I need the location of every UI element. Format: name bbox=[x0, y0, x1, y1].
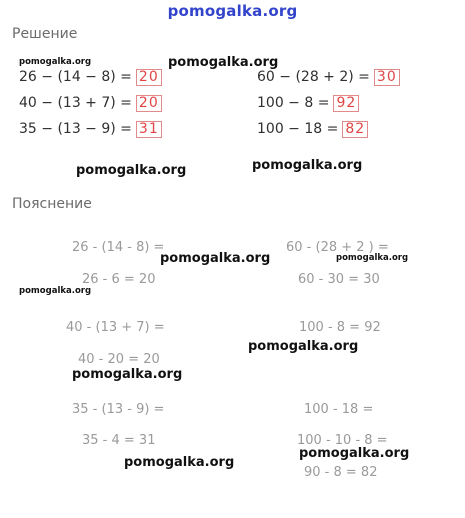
answer-box: 20 bbox=[136, 69, 162, 86]
watermark: pomogalka.org bbox=[168, 55, 279, 70]
solution-row bbox=[19, 69, 162, 86]
expression: 35 − (13 − 9) = bbox=[19, 121, 132, 137]
answer-box: 82 bbox=[342, 121, 368, 138]
solution-heading: Решение bbox=[12, 26, 78, 42]
expression: 40 − (13 + 7) = bbox=[19, 95, 132, 111]
explanation-line: 35 - 4 = 31 bbox=[82, 433, 156, 448]
expression: 100 − 8 = bbox=[257, 95, 330, 111]
explanation-heading: Пояснение bbox=[12, 196, 92, 212]
explanation-line: 40 - 20 = 20 bbox=[78, 352, 160, 367]
watermark: pomogalka.org bbox=[124, 455, 235, 470]
answer-box: 31 bbox=[136, 121, 162, 138]
site-header-watermark: pomogalka.org bbox=[167, 2, 298, 20]
solution-row bbox=[257, 121, 368, 138]
explanation-line: 35 - (13 - 9) = bbox=[72, 402, 165, 417]
watermark: pomogalka.org bbox=[19, 57, 92, 67]
explanation-line: 100 - 8 = 92 bbox=[299, 320, 381, 335]
explanation-line: 100 - 18 = bbox=[304, 402, 374, 417]
answer-box: 20 bbox=[136, 95, 162, 112]
watermark: pomogalka.org bbox=[76, 163, 187, 178]
solution-row bbox=[19, 95, 162, 112]
solution-row bbox=[257, 69, 400, 86]
watermark: pomogalka.org bbox=[72, 367, 183, 382]
expression: 60 − (28 + 2) = bbox=[257, 69, 370, 85]
watermark: pomogalka.org bbox=[248, 339, 359, 354]
explanation-line: 60 - 30 = 30 bbox=[298, 272, 380, 287]
solution-row bbox=[257, 95, 359, 112]
watermark: pomogalka.org bbox=[299, 446, 410, 461]
explanation-line: 40 - (13 + 7) = bbox=[66, 320, 165, 335]
solution-row bbox=[19, 121, 162, 138]
expression: 100 − 18 = bbox=[257, 121, 339, 137]
explanation-line: 26 - 6 = 20 bbox=[82, 272, 156, 287]
answer-box: 30 bbox=[374, 69, 400, 86]
answer-box: 92 bbox=[333, 95, 359, 112]
watermark: pomogalka.org bbox=[252, 158, 363, 173]
watermark: pomogalka.org bbox=[160, 251, 271, 266]
explanation-line: 100 - 10 - 8 = bbox=[297, 433, 388, 448]
watermark: pomogalka.org bbox=[336, 253, 409, 263]
explanation-line: 26 - (14 - 8) = bbox=[72, 240, 165, 255]
explanation-line: 60 - (28 + 2 ) = bbox=[286, 240, 389, 255]
expression: 26 − (14 − 8) = bbox=[19, 69, 132, 85]
watermark: pomogalka.org bbox=[19, 286, 92, 296]
explanation-line: 90 - 8 = 82 bbox=[304, 465, 378, 480]
